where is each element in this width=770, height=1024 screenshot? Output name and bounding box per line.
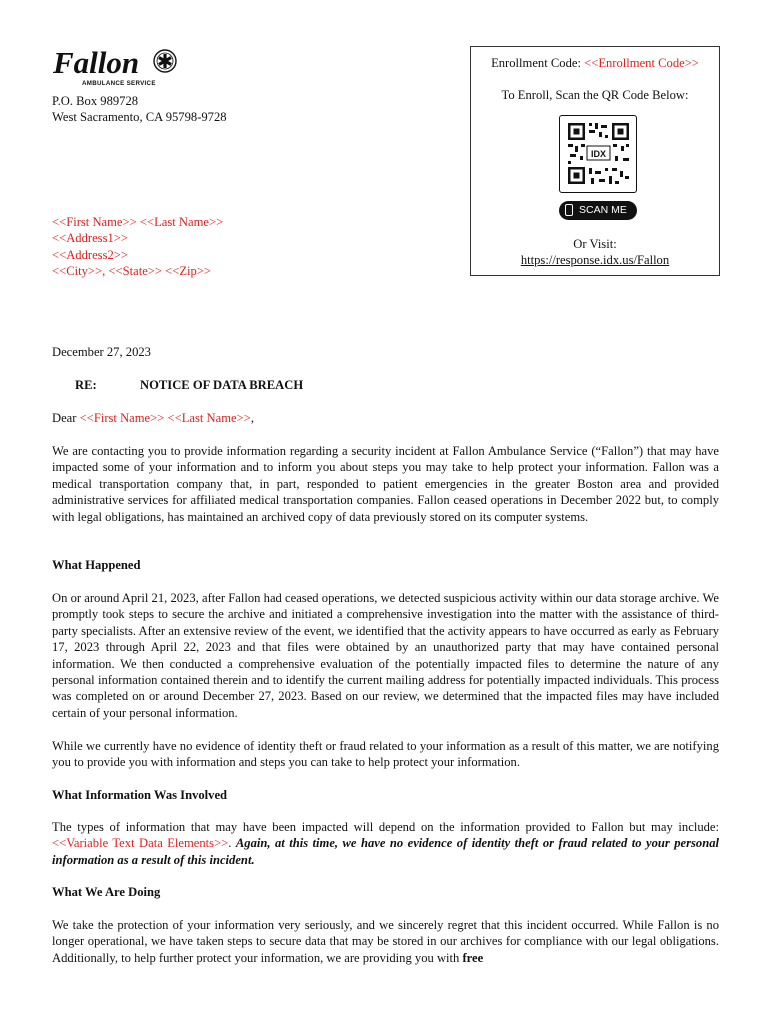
- logo-subtext: AMBULANCE SERVICE: [82, 80, 156, 87]
- recipient-address: [52, 214, 223, 280]
- salutation-prefix: Dear: [52, 411, 80, 425]
- intro-paragraph: We are contacting you to provide information regarding a security incident at Fallon Ambulance Service (“Fallon”) that may have impacted some of your information and to inform you about steps you may take to help protect your information. Fallon was a medical transportation company that, in part, responded to patient emergencies in the greater Boston area and provided administrative services for affiliated medical transportation companies. Fallon ceased operations in December 2022 but, to comply with legal obligations, has maintained an archived copy of data previously stored on its computer systems.: [52, 444, 719, 524]
- info-involved-prefix: The types of information that may have been impacted will depend on the information provided to Fallon but may include:: [52, 820, 719, 834]
- letter-date: December 27, 2023: [52, 345, 151, 359]
- qr-code[interactable]: [559, 115, 637, 193]
- heading-info-involved: What Information Was Involved: [52, 788, 228, 802]
- heading-what-happened: What Happened: [52, 558, 141, 572]
- doing-bold-tail: free: [462, 950, 484, 965]
- doing-paragraph: [52, 917, 719, 966]
- info-involved-emphasis: Again, at this time, we have no evidence of identity theft or fraud related to your personal information as a result of this incident.: [52, 836, 719, 867]
- recipient-address1: <<Address1>>: [52, 231, 128, 246]
- sender-address-line1: P.O. Box 989728: [52, 94, 139, 108]
- enrollment-code-line: [471, 55, 719, 71]
- subject-title: NOTICE OF DATA BREACH: [140, 378, 304, 392]
- salutation-name: <<First Name>> <<Last Name>>: [79, 411, 251, 425]
- or-visit-label: Or Visit:: [573, 237, 617, 251]
- star-of-life-icon: [154, 50, 176, 72]
- info-involved-variable: <<Variable Text Data Elements>>: [52, 836, 229, 851]
- sender-address: [52, 93, 227, 126]
- recipient-name: <<First Name>> <<Last Name>>: [52, 215, 224, 229]
- info-involved-paragraph: [52, 819, 719, 868]
- fallon-logo: [52, 44, 180, 88]
- recipient-address2: <<Address2>>: [52, 247, 128, 262]
- info-involved-suffix: .: [228, 836, 236, 851]
- enrollment-url-link[interactable]: https://response.idx.us/Fallon: [520, 253, 670, 267]
- recipient-city-state-zip: <<City>>, <<State>> <<Zip>>: [52, 264, 212, 279]
- scan-me-button[interactable]: [559, 201, 637, 220]
- salutation-suffix: ,: [250, 411, 254, 425]
- enrollment-code-label: Enrollment Code:: [491, 56, 585, 70]
- qr-center-label: IDX: [590, 149, 606, 159]
- phone-icon: [565, 204, 573, 216]
- what-happened-paragraph: On or around April 21, 2023, after Fallon had ceased operations, we detected suspicious activity within our data storage archive. We promptly took steps to secure the archive and initiated a comprehensive investigation into the matter with the assistance of third-party specialists. After an extensive review of the event, we identified that the activity appears to have occurred as early as February 17, 2023 through April 22, 2023 and that files were obtained by an unauthorized party that may have contained personal information. We then conducted a comprehensive evaluation of the potentially impacted files to determine the nature of any personal information contained therein and to identify the current mailing address for potentially impacted individuals. This process was completed on or around December 27, 2023. Based on our review, we determined that the impacted files may have included certain of your personal information.: [52, 591, 719, 720]
- re-label: RE:: [75, 378, 97, 392]
- enrollment-instruction: To Enroll, Scan the QR Code Below:: [501, 88, 689, 102]
- enrollment-code-value: <<Enrollment Code>>: [584, 56, 699, 70]
- salutation: [52, 410, 254, 426]
- enrollment-box: [470, 46, 720, 276]
- qr-code-graphic: [561, 116, 636, 191]
- heading-what-we-are-doing: What We Are Doing: [52, 885, 161, 899]
- logo-wordmark: Fallon: [53, 45, 140, 80]
- enrollment-url-line: [471, 252, 719, 268]
- scan-me-label: SCAN ME: [579, 204, 627, 216]
- doing-text: We take the protection of your information very seriously, and we sincerely regret that this incident occurred. While Fallon is no longer operational, we have taken steps to secure data that may be stored in our archives for compliance with our legal obligations. Additionally, to help further protect your information, we are providing you with: [52, 918, 719, 965]
- sender-address-line2: West Sacramento, CA 95798-9728: [52, 110, 227, 125]
- no-evidence-paragraph: While we currently have no evidence of identity theft or fraud related to your information as a result of this matter, we are notifying you to provide you with information and steps you can take to help protect your information.: [52, 739, 719, 770]
